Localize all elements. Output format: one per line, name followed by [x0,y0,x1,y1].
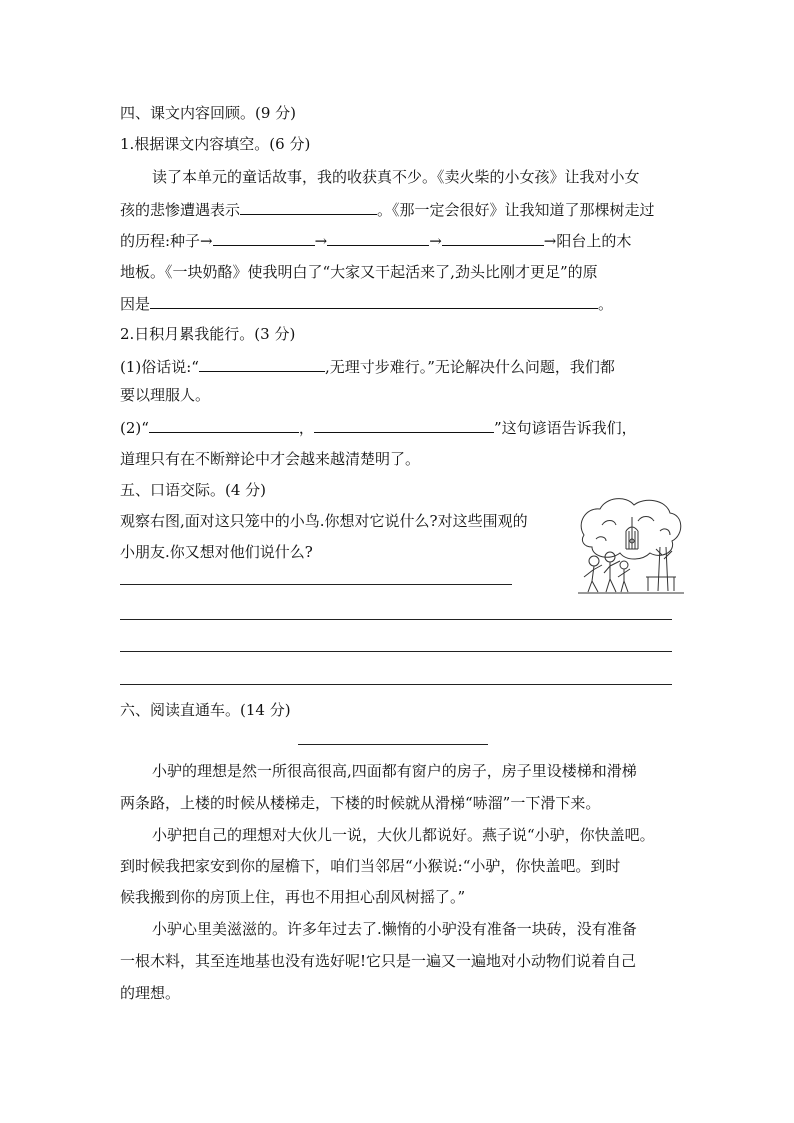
q1-text-line-2 [120,199,655,220]
section-5-heading: 五、口语交际。(4 分) [120,481,267,499]
answer-blank-reason[interactable] [150,293,598,309]
passage-title-blank[interactable] [298,744,488,745]
section-6-heading: 六、阅读直通车。(14 分) [120,701,291,719]
q2-part-2-line-1 [120,417,637,438]
answer-line-2[interactable] [120,619,672,620]
q2-p1-end: ,无理寸步难行。”无论解决什么问题，我们都 [324,358,615,376]
answer-blank-proverb-1[interactable] [199,356,325,372]
q2-p2-end: ”这句谚语告诉我们， [493,419,637,437]
answer-blank-stage-3[interactable] [442,230,544,246]
arrow-1: → [314,232,328,250]
passage-para-3-line-2: 一根木料，其至连地基也没有选好呢!它只是一遍又一遍地对小动物们说着自己 [120,952,637,970]
section-5-prompt-line-1: 观察右图,面对这只笼中的小鸟.你想对它说什么?对这些围观的 [120,512,528,530]
q2-p2-start: (2)“ [120,419,149,437]
passage-para-2-line-3: 候我搬到你的房顶上住，再也不用担心刮风树摇了。” [120,888,466,906]
q1-line3-end: →阳台上的木 [543,232,632,250]
answer-line-4[interactable] [120,684,672,685]
q1-line2-end: 。《那一定会很好》让我知道了那棵树走过 [377,201,655,219]
passage-para-1-line-2: 两条路，上楼的时候从楼梯走，下楼的时候就从滑梯“哧溜”一下滑下来。 [120,794,601,812]
q1-text-line-4: 地板。《一块奶酪》使我明白了“大家又干起活来了,劲头比刚才更足”的原 [120,263,598,281]
q2-part-2-line-2: 道理只有在不断辩论中才会越来越清楚明了。 [120,450,421,468]
passage-para-2-line-1: 小驴把自己的理想对大伙儿一说，大伙儿都说好。燕子说“小驴，你快盖吧。 [152,826,655,844]
answer-blank-feeling[interactable] [240,199,377,215]
q1-text-line-1: 读了本单元的童话故事，我的收获真不少。《卖火柴的小女孩》让我对小女 [152,168,640,186]
answer-blank-proverb-2b[interactable] [314,417,494,433]
q1-line5-start: 因是 [120,295,151,313]
q2-p1-start: (1)俗话说:“ [120,358,199,376]
passage-para-1-line-1: 小驴的理想是然一所很高很高,四面都有窗户的房子，房子里设楼梯和滑梯 [152,762,637,780]
passage-para-2-line-2: 到时候我把家安到你的屋檐下，咱们当邻居“小猴说:“小驴，你快盖吧。到时 [120,857,621,875]
answer-blank-stage-2[interactable] [327,230,429,246]
q2-part-1-line-1 [120,356,615,377]
arrow-2: → [429,232,442,250]
question-1-heading: 1.根据课文内容填空。(6 分) [120,135,311,153]
q1-line5-end: 。 [598,295,614,313]
passage-para-3-line-3: 的理想。 [120,984,181,1002]
q1-text-line-3 [120,230,631,251]
passage-para-3-line-1: 小驴心里美滋滋的。许多年过去了.懒惰的小驴没有准备一块砖，没有准备 [152,920,637,938]
question-2-heading: 2.日积月累我能行。(3 分) [120,325,296,343]
birdcage-illustration [576,495,686,595]
q2-p2-comma: ， [298,419,314,437]
q1-text-line-5 [120,293,613,314]
q1-line3-start: 的历程:种子→ [120,232,213,250]
section-4-heading: 四、课文内容回顾。(9 分) [120,104,297,122]
q1-line2-start: 孩的悲惨遭遇表示 [120,201,241,219]
q2-part-1-line-2: 要以理服人。 [120,386,211,404]
answer-blank-stage-1[interactable] [213,230,315,246]
answer-blank-proverb-2a[interactable] [149,417,299,433]
section-5-prompt-line-2: 小朋友.你又想对他们说什么? [120,543,313,561]
answer-line-1[interactable] [120,584,512,585]
answer-line-3[interactable] [120,651,672,652]
